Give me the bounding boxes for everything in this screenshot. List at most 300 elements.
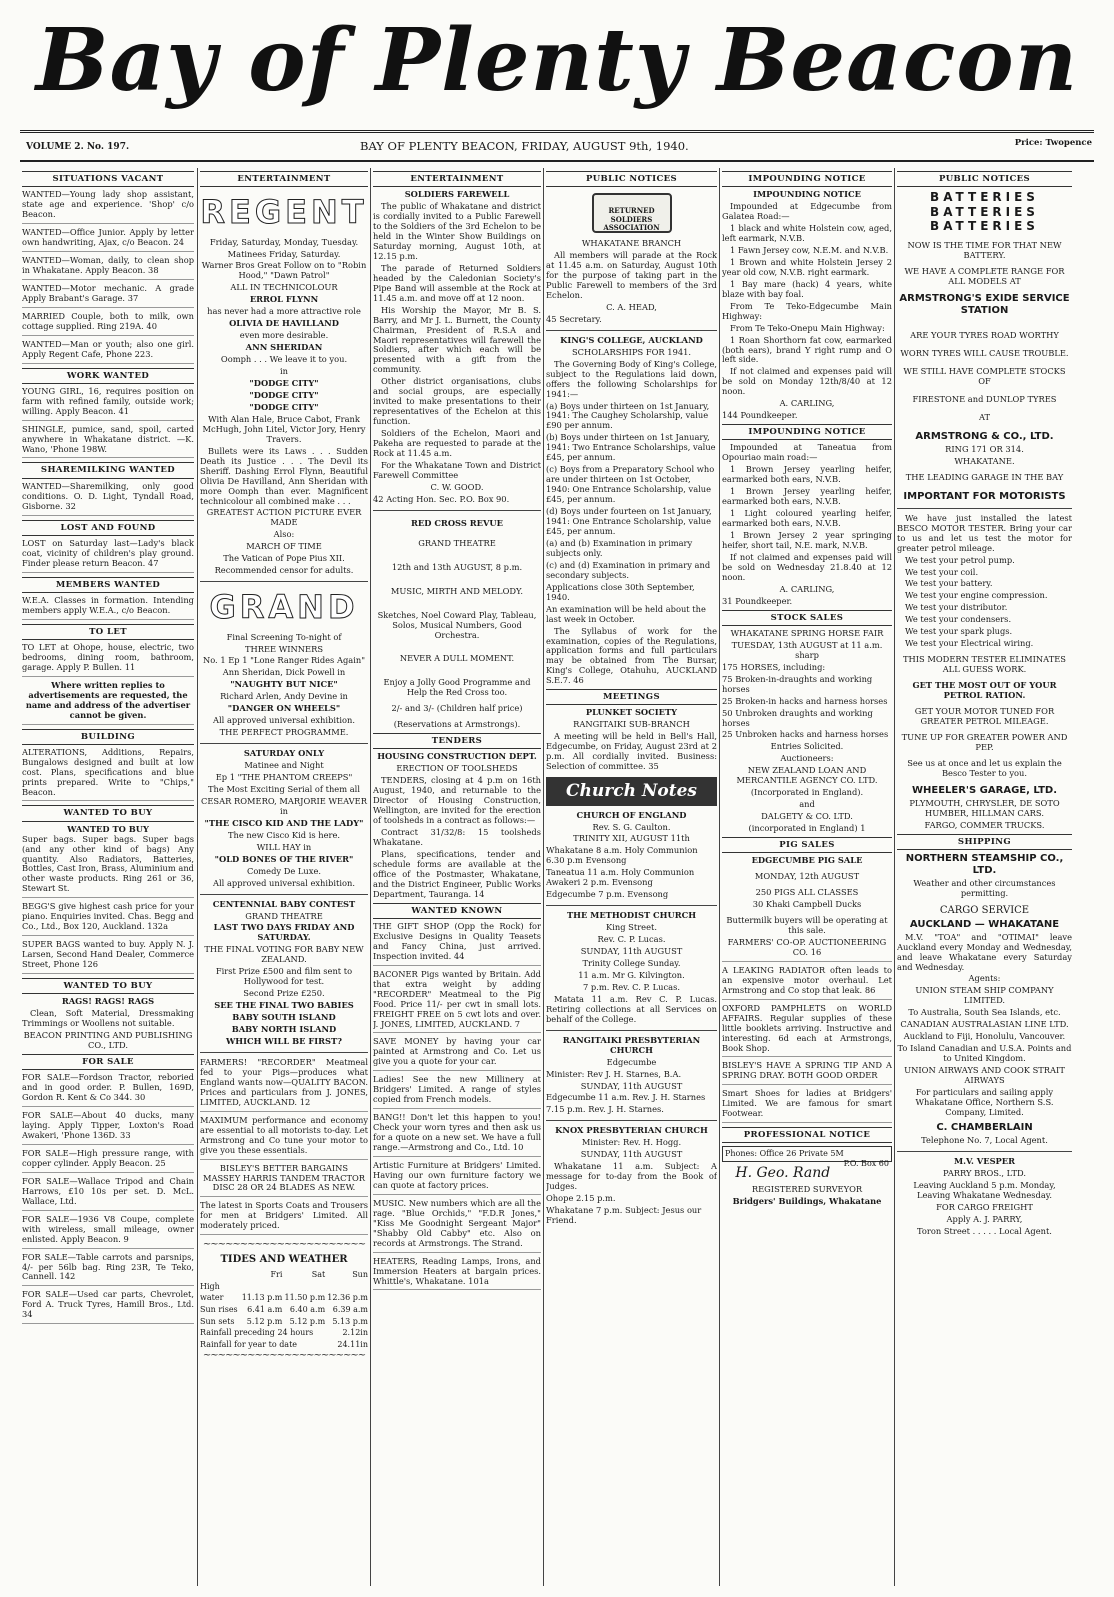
text-line: MONDAY, 12th AUGUST [754,871,860,882]
advertisement: Ladies! See the new Millinery at Bridgers' Limited. A range of styles copied from French models. [373,1075,541,1109]
paragraph: The public of Whakatane and district is cordially invited to a Public Farewell to the Soldiers of the 3rd Echelon to be held in the Winter Show Buildings on Saturday morning, August 10th, at 12.15 p.m. [373,201,541,261]
text-line: KNOX PRESBYTERIAN CHURCH [555,1125,708,1136]
classified-ad: SUPER BAGS wanted to buy. Apply N. J. Larsen, Second Hand Dealer, Commerce Street, Phone 126 [22,940,194,974]
text-line: TUNE UP FOR GREATER POWER AND PEP. [901,731,1068,752]
column-divider [370,168,371,1586]
advertisement: BISLEY'S HAVE A SPRING TIP AND A SPRING DRAY. BOTH GOOD ORDER [722,1061,892,1085]
table-cell: 6.40 a.m [289,1305,326,1315]
advertisement: BANG!! Don't let this happen to you! Check your worn tyres and then ask us for a quote on a new set. We have a full range.—Armstrong and Co., Ltd. 10 [373,1113,541,1157]
paragraph: From Te Teko-Onepu Main Highway: [730,322,885,333]
text-line: FARMERS' CO-OP. AUCTIONEERING CO. 16 [722,938,892,962]
section-heading: IMPOUNDING NOTICE [722,171,892,187]
column-entertainment [200,168,368,1588]
classified-ad: FOR SALE—Used car parts, Chevrolet, Ford A. Truck Tyres, Hamill Bros., Ltd. 34 [22,1290,194,1324]
table-cell: 24.11in [337,1339,368,1349]
table-cell [200,1269,240,1281]
section-heading: ENTERTAINMENT [200,171,368,187]
price: Price: Twopence [1014,138,1092,148]
paragraph: Contract 31/32/8: 15 toolsheds Whakatane. [373,827,541,848]
rags-text: Clean, Soft Material, Dressmaking Trimmings or Woollens not suitable. [22,1008,194,1029]
text-line: 7 p.m. Rev. C. P. Lucas. [583,981,680,992]
signature-title: 144 Poundkeeper. [722,410,798,421]
paragraph: The Syllabus of work for the examination, copies of the Regulations, application forms and full particulars may be obtained from The Bursar, King's College, Otahuhu, AUCKLAND S.E.7. 46 [546,625,717,686]
column-classifieds [22,168,194,1588]
text-line: "OLD BONES OF THE RIVER" [214,853,354,864]
classified-ad: LOST on Saturday last—Lady's black coat, vicinity of children's play ground. Finder please return Beacon. 47 [22,539,194,573]
masthead-title: Bay of Plenty Beacon [35,10,1079,111]
text-line: M.V. VESPER [953,1155,1016,1166]
section-heading: TENDERS [373,733,541,749]
text-line: We test your distributor. [905,602,1008,613]
text-line: Auctioneers: [780,753,834,764]
text-line: BABY NORTH ISLAND [231,1024,337,1035]
text-line: NORTHERN STEAMSHIP CO., LTD. [905,852,1064,876]
text-line: THE FINAL VOTING FOR BABY NEW ZEALAND. [204,944,364,965]
paragraph: A meeting will be held in Bell's Hall, Edgecumbe, on Friday, August 23rd at 2 p.m. All cordially invited. Business: Selection of committee. 35 [546,731,717,772]
section-heading: WANTED KNOWN [373,903,541,919]
table-cell: 6.39 a.m [332,1305,368,1315]
paragraph: 1 Bay mare (hack) 4 years, white blaze with bay foal. [722,278,892,299]
table-row [200,1316,368,1328]
issue-date: BAY OF PLENTY BEACON, FRIDAY, AUGUST 9th, 1940. [360,139,689,153]
table-row [200,1339,368,1351]
table-cell: Sun [352,1270,368,1280]
text-line: Matinees Friday, Saturday. [227,248,341,259]
text-line: RED CROSS REVUE [411,517,503,528]
divider [897,1151,1072,1152]
section-heading: MEMBERS WANTED [22,577,194,593]
text-line: An examination will be held about the last week in October. [546,603,706,624]
section-heading: MEETINGS [546,689,717,705]
text-line: "DODGE CITY" [249,378,319,389]
text-line: Edgecumbe 7 p.m. Evensong [546,889,669,900]
table-row [200,1292,368,1304]
text-line: WHAKATANE BRANCH [581,238,682,249]
text-line: CENTENNIAL BABY CONTEST [212,898,356,909]
text-line: GET THE MOST OUT OF YOUR PETROL RATION. [912,680,1057,701]
paragraph: 1 Roan Shorthorn fat cow, earmarked (both ears), brand Y right rump and O left side. [722,334,892,365]
text-line: 2/- and 3/- (Children half price) [391,703,523,714]
text-line: Entries Solicited. [770,741,844,752]
section-heading: SITUATIONS VACANT [22,171,194,187]
paragraph: 1 black and white Holstein cow, aged, left earmark, N.V.B. [722,223,892,243]
advertisement: THE GIFT SHOP (Opp the Rock) for Exclusive Designs in Quality Teasets and Fancy China, just arrived. Inspection invited. 44 [373,922,541,966]
text-line: RING 171 OR 314. [945,443,1024,454]
text-line: DALGETY & CO. LTD. [761,811,853,822]
advertisement: MAXIMUM performance and economy are essential to all motorists to-day. Let Armstrong and Co tune your motor to give you these essentials. [200,1116,368,1160]
divider [546,330,717,331]
text-line: Sketches, Noel Coward Play, Tableau, Solos, Musical Numbers, Good Orchestra. [377,609,537,640]
paragraph: All members will parade at the Rock at 11.45 a.m. on Saturday, August 10th for the purpose of taking part in the Public Farewell to members of the 3rd Echelon. [546,250,717,300]
signature: A. CARLING, [779,583,835,594]
text-line: (a) and (b) Examination in primary subjects only. [546,537,693,558]
paragraph: For the Whakatane Town and District Farewell Committee [373,459,541,480]
text-line: Whakatane 8 a.m. Holy Communion 6.30 p.m Evensong [546,845,698,866]
table-cell: Fri [270,1270,283,1280]
section-heading: ENTERTAINMENT [373,171,541,187]
table-cell: Sun rises [200,1305,238,1315]
text-line: Also: [273,529,295,540]
paragraph: Soldiers of the Echelon, Maori and Pakeha are requested to parade at the Rock at 11.45 a.m. [373,428,541,459]
text-line: BABY SOUTH ISLAND [232,1012,336,1023]
text-line: RANGITAIKI PRESBYTERIAN CHURCH [562,1034,701,1055]
text-line: LAST TWO DAYS FRIDAY AND SATURDAY. [213,922,355,943]
section-heading: WORK WANTED [22,368,194,384]
table-cell [240,1281,283,1293]
text-line: SEE THE FINAL TWO BABIES [214,1000,354,1011]
text-line: 12th and 13th AUGUST, 8 p.m. [391,561,523,572]
text-line: REGISTERED SURVEYOR [751,1183,863,1194]
text-line: "DANGER ON WHEELS" [227,703,341,714]
text-line: "NAUGHTY BUT NICE" [230,679,338,690]
text-line: (d) Boys under fourteen on 1st January, 1941: One Entrance Scholarship, value £45, per annum. [546,506,712,536]
text-line: ERROL FLYNN [249,294,319,305]
column-garage-shipping [897,168,1072,1588]
text-line: King Street. [606,922,657,933]
advertisement: Smart Shoes for ladies at Bridgers' Limited. We are famous for smart Footwear. [722,1089,892,1123]
grand-title: GRAND [209,588,359,627]
signature: A. CARLING, [779,398,835,409]
table-cell [282,1281,325,1293]
section-heading: PUBLIC NOTICES [546,171,717,187]
text-line: No. 1 Ep 1 "Lone Ranger Rides Again" [202,655,366,666]
classified-ad: TO LET at Ohope, house, electric, two bedrooms, dining room, bathroom, garage. Apply P. Bullen. 11 [22,643,194,677]
divider [546,1120,717,1121]
paragraph: If not claimed and expenses paid will be sold on Monday 12th/8/40 at 12 noon. [722,366,892,397]
classified-ad: FOR SALE—1936 V8 Coupe, complete with wireless, small mileage, owner enlisted. Apply Beacon. 9 [22,1215,194,1249]
text-line: Comedy De Luxe. [246,865,322,876]
church-notes-banner: Church Notes [546,777,717,805]
classified-ad: YOUNG GIRL, 16, requires position on farm with refined family, outside work; willing. Apply Beacon. 41 [22,387,194,421]
text-line: All approved universal exhibition. [213,877,355,888]
classified-ad: WANTED—Man or youth; also one girl. Apply Regent Cafe, Phone 223. [22,340,194,364]
table-cell: 6.41 a.m [247,1305,283,1315]
text-line: 11 a.m. Mr G. Kilvington. [578,969,685,980]
table-cell: Sun sets [200,1316,235,1326]
advertisement: BISLEY'S BETTER BARGAINS MASSEY HARRIS TANDEM TRACTOR DISC 28 OR 24 BLADES AS NEW. [200,1164,368,1198]
divider [546,905,717,906]
wavy-rule: ~~~~~~~~~~~~~~~~~~~~~~ [202,1239,366,1251]
text-line: SCHOLARSHIPS FOR 1941. [571,346,692,357]
volume-number: VOLUME 2. No. 197. [26,142,130,152]
tides-heading: TIDES AND WEATHER [220,1254,348,1266]
text-line: GREATEST ACTION PICTURE EVER MADE [206,507,362,528]
advertisement: OXFORD PAMPHLETS on WORLD AFFAIRS. Regular supplies of these little booklets arriving. Instructive and interesting. 6d each at Armstrongs, Book Shop. [722,1004,892,1058]
text-line: The Most Exciting Serial of them all [208,784,360,794]
text-line: Taneatua 11 a.m. Holy Communion Awakeri 2 p.m. Evensong [546,867,695,888]
column-divider [197,168,198,1586]
text-line: Leaving Auckland 5 p.m. Monday, Leaving Whakatane Wednesday. [913,1179,1056,1200]
text-line: Ann Sheridan, Dick Powell in [222,667,346,678]
classified-ad: WANTED—Sharemilking, only good conditions. O. D. Light, Tyndall Road, Gisborne. 32 [22,482,194,516]
signature-title: 45 Secretary. [546,313,602,324]
text-line: THE PERFECT PROGRAMME. [219,727,349,738]
table-header [200,1269,368,1281]
classified-ad: WANTED—Woman, daily, to clean shop in Whakatane. Apply Beacon. 38 [22,256,194,280]
classified-ad: MARRIED Couple, both to milk, own cottage supplied. Ring 219A. 40 [22,312,194,336]
text-line: Minister: Rev. H. Hogg. [581,1137,682,1148]
section-heading: IMPOUNDING NOTICE [722,424,892,440]
classified-ad: FOR SALE—Table carrots and parsnips, 4/- per 56lb bag. Ring 23R, Te Teko, Cannell. 142 [22,1253,194,1287]
text-line: "THE CISCO KID AND THE LADY" [204,817,364,828]
paragraph: TENDERS, closing at 4 p.m on 16th August, 1940, and returnable to the Director of Housing Construction, Wellington, are invited for the erection of toolsheds in a contract as follows:— [373,775,541,826]
phone-box [722,1146,892,1169]
text-line: (Reservations at Armstrongs). [393,719,521,730]
table-cell: water [200,1293,224,1303]
text-line: CESAR ROMERO, MARJORIE WEAVER in [201,795,367,816]
text-line: 25 Unbroken hacks and harness horses [722,729,889,740]
table-cell: 5.12 p.m [289,1316,326,1326]
text-line: in [280,366,288,377]
paragraph: If not claimed and expenses paid will be sold on Wednesday 21.8.40 at 12 noon. [722,551,892,582]
text-line: Edgecumbe 11 a.m. Rev. J. H. Starnes [546,1092,706,1103]
section-heading: STOCK SALES [722,610,892,626]
divider [200,743,368,744]
text-line: SUNDAY, 11th AUGUST [580,946,683,957]
advertisement: The latest in Sports Coats and Trousers for men at Bridgers' Limited. All moderately priced. [200,1201,368,1235]
section-heading: FOR SALE [22,1054,194,1070]
column-divider [894,168,895,1586]
table-cell: Rainfall for year to date [200,1339,298,1349]
soldiers-farewell-heading: SOLDIERS FAREWELL [404,189,510,200]
classified-ad: FOR SALE—Fordson Tractor, reboried and in good order. P. Bullen, 169D, Gordon R. Kent & Co 344. 30 [22,1073,194,1107]
text-line: For particulars and sailing apply Whakatane Office, Northern S.S. Company, Limited. [915,1087,1054,1117]
text-line: Oomph . . . We leave it to you. [220,354,348,365]
text-line: We test your coil. [905,566,979,577]
table-cell: 5.13 p.m [332,1316,368,1326]
paragraph: His Worship the Mayor, Mr B. S. Barry, and Mr J. L. Burnett, the County Chairman, President of R.S.A and Maori representatives will farewell the Soldiers, after which each will be presented with a gift from the community. [373,304,541,375]
text-line: IMPOUNDING NOTICE [753,189,861,200]
advertisement: SAVE MONEY by having your car painted at Armstrong and Co. Let us give you a quote for your car. [373,1037,541,1071]
text-line: (a) Boys under thirteen on 1st January, 1941: The Caughey Scholarship, value £90 per annum. [546,400,710,431]
text-line: (incorporated in England) 1 [748,823,866,834]
text-line: MARCH OF TIME [246,541,322,552]
text-line: WE HAVE A COMPLETE RANGE FOR ALL MODELS AT [904,266,1065,287]
signature: C. W. GOOD. [430,481,484,492]
advertisement: MUSIC. New numbers which are all the rage. "Blue Orchids," "F.D.R Jones," "Kiss Me Goodnight Sergeant Major" "Shabby Old Cabby" etc. Also on records at Armstrongs. The Strand. [373,1199,541,1253]
text-line: FARGO, COMMER TRUCKS. [924,819,1045,830]
text-line: WHAKATANE SPRING HORSE FAIR [730,627,884,638]
phones: Phones: Office 26 Private 5M [725,1149,844,1159]
classified-ad: WANTED—Office Junior. Apply by letter own handwriting, Ajax, c/o Beacon. 24 [22,228,194,252]
paragraph: The parade of Returned Soldiers headed by the Caledonian Society's Pipe Band will assemble at the Rock at 11.45 a.m. and move off at 12 noon. [373,262,541,303]
classified-ad: WANTED—Young lady shop assistant, state age and experience. 'Shop' c/o Beacon. [22,190,194,224]
text-line: UNION STEAM SHIP COMPANY LIMITED. [915,985,1054,1006]
section-heading: WANTED TO BUY [22,978,194,994]
text-line: The new Cisco Kid is here. [227,829,341,840]
text-line: Bridgers' Buildings, Whakatane [732,1195,882,1206]
text-line: PARRY BROS., LTD. [943,1167,1026,1178]
paragraph: From Te Teko-Edgecumbe Main Highway: [722,300,892,321]
column-divider [543,168,544,1586]
text-line: Warner Bros Great Follow on to "Robin Hood," "Dawn Patrol" [201,260,367,281]
text-line: We test your petrol pump. [905,554,1015,565]
text-line: Rev. C. P. Lucas. [597,934,666,945]
paragraph: Impounded at Edgecumbe from Galatea Road:— [722,201,892,222]
paragraph: 1 Brown Jersey 2 year springing heifer, short tail, N.E. mark, N.V.B. [722,530,892,550]
paragraph: 1 Light coloured yearling heifer, earmarked both ears, N.V.B. [722,508,892,529]
text-line: SATURDAY ONLY [243,748,325,759]
paragraph: Impounded at Taneatua from Opouriao main road:— [722,442,892,463]
tides-table [200,1269,368,1350]
text-line: THIS MODERN TESTER ELIMINATES ALL GUESS WORK. [903,654,1066,675]
text-line: Agents: [968,973,1001,984]
text-line: The Vatican of Pope Pius XII. [223,553,345,564]
rsa-badge-icon: RETURNED SOLDIERS ASSOCIATION [592,193,672,233]
text-line: WHAKATANE. [954,455,1015,466]
text-line: "DODGE CITY" [249,401,319,412]
section-heading: SHIPPING [897,834,1072,850]
text-line: AUCKLAND — WHAKATANE [909,918,1060,930]
text-line: We test your battery. [905,578,993,589]
advertisement: A LEAKING RADIATOR often leads to an expensive motor overhaul. Let Armstrong and Co stop that leak. 86 [722,966,892,1000]
text-line: See us at once and let us explain the Besco Tester to you. [907,757,1062,778]
text-line: Buttermilk buyers will be operating at this sale. [726,915,888,935]
text-line: Weather and other circumstances permitting. [913,877,1056,898]
section-heading: PROFESSIONAL NOTICE [722,1127,892,1143]
table-row [200,1327,368,1339]
text-line: MUSIC, MIRTH AND MELODY. [390,585,524,596]
text-line: Bullets were its Laws . . . Sudden Death its Justice . . . The Devil its Sheriff. Dashing Errol Flynn, Beautiful Olivia De Havilland, Ann Sheridan with more Oomph than ever. Magnificent technicolour all combined make . . . [200,445,368,506]
table-row [200,1304,368,1316]
divider [200,894,368,895]
column-public-notices [546,168,717,1588]
advertisement: HEATERS, Reading Lamps, Irons, and Immersion Heaters at bargain prices. Whittle's, Whakatane. 101a [373,1257,541,1291]
text-line: has never had a more attractive role [207,306,361,317]
issue-line [20,138,1094,158]
sub-heading: WANTED TO BUY [67,823,149,834]
advertisement: BACONER Pigs wanted by Britain. Add that extra weight by adding "RECORDER" Meatmeal to the Pig Food. Price 11/- per cwt in small lots. FREIGHT FREE on 5 cwt lots and over. J. JONES, LIMITED, AUCKLAND. 7 [373,970,541,1034]
divider [373,510,541,511]
text-line: ARMSTRONG & CO., LTD. [915,430,1054,442]
text-line: We test your condensers. [905,614,1012,625]
section-heading: PIG SALES [722,837,892,853]
text-line: ALL IN TECHNICOLOUR [230,282,338,293]
text-line: (c) and (d) Examination in primary and secondary subjects. [546,559,711,580]
text-line: Trinity College Sunday. [582,958,681,968]
classified-ad: FOR SALE—Wallace Tripod and Chain Harrows, £10 10s per set. D. McL. Wallace, Ltd. [22,1177,194,1211]
text-line: SUNDAY, 11th AUGUST [580,1080,683,1091]
text-line: Apply A. J. PARRY, [946,1213,1023,1224]
paragraph: Plans, specifications, tender and schedule forms are available at the office of the Postmaster, Whakatane, and the District Engineer, Public Works Department, Tauranga. 14 [373,848,541,899]
table-cell: 5.12 p.m [246,1316,283,1326]
text-line: HOUSING CONSTRUCTION DEPT. [377,751,537,762]
text-line: AT [978,411,991,422]
paragraph: 1 Brown Jersey yearling heifer, earmarked both ears, N.V.B. [722,464,892,485]
paragraph: We have just installed the latest BESCO MOTOR TESTER. Bring your car to us and let us test the motor for greater petrol mileage. [897,512,1072,553]
text-line: 30 Khaki Campbell Ducks [752,899,862,910]
table-cell: 12.36 p.m [327,1293,368,1303]
text-line: We test your engine compression. [905,590,1048,601]
text-line: CARGO SERVICE [939,904,1030,916]
text-line: C. CHAMBERLAIN [936,1121,1033,1133]
text-line: To Island Canadian and U.S.A. Points and to United Kingdom. [897,1043,1072,1064]
text-line: ARMSTRONG'S EXIDE SERVICE STATION [899,293,1070,317]
table-row [200,1281,368,1293]
signature-title: 31 Poundkeeper. [722,595,793,606]
text-line: We test your spark plugs. [905,626,1013,637]
paragraph: 1 Brown Jersey yearling heifer, earmarked both ears, N.V.B. [722,486,892,507]
divider [200,581,368,582]
text-line: 250 PIGS ALL CLASSES [755,887,859,898]
text-line: 175 HORSES, including: [722,661,826,672]
classified-ad: BEGG'S give highest cash price for your piano. Enquiries invited. Chas. Begg and Co., Ltd., Box 120, Auckland. 132a [22,902,194,936]
text-line: RANGITAIKI SUB-BRANCH [573,719,690,730]
po-box: P.O. Box 60 [843,1159,889,1169]
text-line: Recommended censor for adults. [214,565,354,576]
paragraph: The Governing Body of King's College, subject to the Regulations laid down, offers the following Scholarships for 1941:— [546,358,717,399]
text-line: With Alan Hale, Bruce Cabot, Frank McHugh, John Litel, Victor Jory, Henry Travers. [202,413,366,444]
column-divider [719,168,720,1586]
text-line: We test your Electrical wiring. [905,638,1034,649]
text-line: THE LEADING GARAGE IN THE BAY [905,471,1064,482]
text-line: Ep 1 "THE PHANTOM CREEPS" [215,772,353,783]
text-line: Whakatane 7 p.m. Subject: Jesus our Friend. [546,1205,702,1226]
text-line: ANN SHERIDAN [245,342,323,353]
classified-ad: W.E.A. Classes in formation. Intending members apply W.E.A., c/o Beacon. [22,596,194,620]
paragraph: Matata 11 a.m. Rev C. P. Lucas. Retiring collections at all Services on behalf of the College. [546,993,717,1024]
reply-notice: Where written replies to advertisements are requested, the name and address of the advertiser cannot be given. [22,681,194,725]
text-line: Minister: Rev J. H. Starnes, B.A. [546,1068,682,1079]
text-line: FOR CARGO FREIGHT [936,1201,1033,1212]
text-line: IMPORTANT FOR MOTORISTS [903,490,1066,502]
paragraph: M.V. "TOA" and "OTIMAI" leave Auckland every Monday and Wednesday, and leave Whakatane every Saturday and Wednesday. [897,931,1072,972]
text-line: CHURCH OF ENGLAND [576,809,687,820]
text-line: Friday, Saturday, Monday, Tuesday. [209,236,359,247]
text-line: ERECTION OF TOOLSHEDS [396,763,518,774]
text-line: WHEELER'S GARAGE, LTD. [911,784,1058,796]
text-line: "DODGE CITY" [249,389,319,400]
text-line: GET YOUR MOTOR TUNED FOR GREATER PETROL MILEAGE. [914,706,1055,726]
paragraph: 1 Brown and white Holstein Jersey 2 year old cow, N.V.B. right earmark. [722,256,892,277]
classified-ad: WANTED—Motor mechanic. A grade Apply Brabant's Garage. 37 [22,284,194,308]
classified-ad: ALTERATIONS, Additions, Repairs, Bungalows designed and built at low cost. Plans, specifications and blue prints prepared. Write to "Chips," Beacon. [22,748,194,802]
table-cell: 2.12in [342,1328,368,1338]
text-line: NOW IS THE TIME FOR THAT NEW BATTERY. [907,240,1062,261]
table-cell: Rainfall preceding 24 hours [200,1328,314,1338]
paragraph: Other district organisations, clubs and social groups, are especially invited to make presentations to their representatives of the Echelon at this function. [373,376,541,427]
section-heading: LOST AND FOUND [22,520,194,536]
advertisement: FARMERS! "RECORDER" Meatmeal fed to your Pigs—produces what England wants now—QUALITY BACON. Prices and particulars from J. JONES, LIMITED, AUCKLAND. 12 [200,1058,368,1112]
text-line: (Incorporated in England). [750,787,864,798]
text-line: 75 Broken-in-draughts and working horses [722,673,873,694]
text-line: KING'S COLLEGE, AUCKLAND [560,334,703,345]
paragraph: 1 Fawn Jersey cow, N.E.M. and N.V.B. [730,244,889,255]
text-line: PLUNKET SOCIETY [585,707,678,718]
text-line: Enjoy a Jolly Good Programme and Help the Red Cross too. [383,677,531,698]
text-line: even more desirable. [239,330,329,341]
text-line: Final Screening To-night of [226,631,342,642]
classified-ad: FOR SALE—High pressure range, with copper cylinder. Apply Beacon. 25 [22,1149,194,1173]
text-line: WE STILL HAVE COMPLETE STOCKS OF [903,366,1066,387]
paragraph: Whakatane 11 a.m. Subject: A message for to-day from the Book of Judges. [546,1161,717,1192]
text-line: Ohope 2.15 p.m. [546,1193,616,1204]
text-line: and [799,799,815,810]
column-entertainment-2 [373,168,541,1588]
text-line: All approved universal exhibition. [213,715,355,726]
table-cell: High [200,1281,220,1291]
section-heading: WANTED TO BUY [22,805,194,821]
text-line: Matinee and Night [244,760,324,771]
column-impounding [722,168,892,1588]
text-line: First Prize £500 and film sent to Hollywood for test. [215,966,353,987]
text-line: OLIVIA DE HAVILLAND [229,318,339,329]
advertisement: Artistic Furniture at Bridgers' Limited. Having our own furniture factory we can quote at factory prices. [373,1161,541,1195]
text-line: CANADIAN AUSTRALASIAN LINE LTD. [900,1019,1069,1030]
regent-title: REGENT [200,193,368,232]
text-line: Richard Arlen, Andy Devine in [220,691,348,702]
text-line: SUNDAY, 11th AUGUST [580,1149,683,1160]
